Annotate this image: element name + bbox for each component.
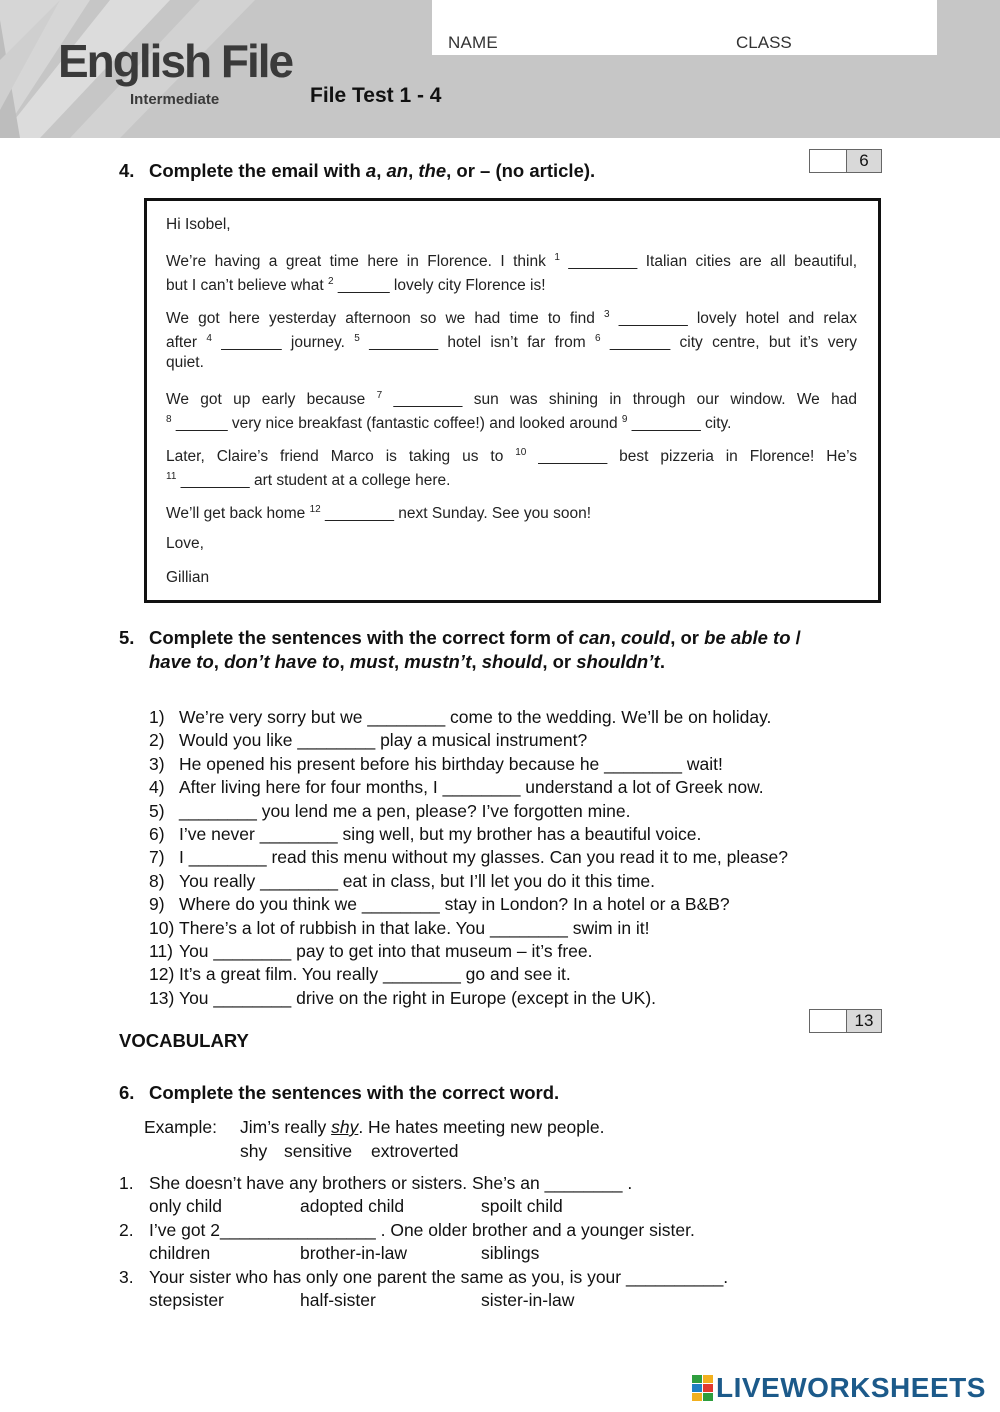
- q5-item: 1) We’re very sorry but we ________ come to the wedding. We’ll be on holiday.: [149, 707, 772, 727]
- word-option: brother-in-law: [300, 1243, 407, 1263]
- email-line: We’ll get back home $^{12}$ ________ next Sunday. See you soon!: [166, 504, 592, 523]
- q5-item: 5) ________ you lend me a pen, please? I’ve forgotten mine.: [149, 800, 631, 821]
- email-signature: Gillian: [166, 569, 210, 586]
- logo-subtitle: Intermediate: [130, 91, 220, 108]
- q4-number: 4.: [119, 160, 135, 181]
- example-option: extroverted: [371, 1141, 459, 1161]
- class-label: CLASS: [736, 33, 792, 52]
- email-line: after $^4$ _______ journey. $^5$ ________ hotel isn’t far from $^6$ _______ city centre, but it’s very: [166, 333, 857, 352]
- q6-instruction: Complete the sentences with the correct word.: [149, 1082, 560, 1103]
- email-line: We got here yesterday afternoon so we had time to find $^3$ ________ lovely hotel and relax: [166, 309, 857, 328]
- email-line: We got up early because $^7$ ________ sun was shining in through our window. We had: [166, 390, 857, 409]
- q5-item: 11) You ________ pay to get into that museum – it’s free.: [149, 941, 593, 961]
- email-closing: Love,: [166, 535, 204, 552]
- word-option: sister-in-law: [481, 1290, 575, 1310]
- score-total: 13: [847, 1010, 881, 1032]
- section-heading-vocabulary: VOCABULARY: [119, 1030, 249, 1051]
- q5-item: 13) You ________ drive on the right in Europe (except in the UK).: [149, 987, 657, 1008]
- email-line: Later, Claire’s friend Marco is taking us to $^{10}$ ________ best pizzeria in Florence! He’s: [166, 447, 857, 466]
- logo-title: English File: [58, 35, 293, 87]
- word-option: stepsister: [149, 1290, 224, 1310]
- q5-number: 5.: [119, 627, 135, 648]
- q5-item: 6) I’ve never ________ sing well, but my brother has a beautiful voice.: [149, 824, 702, 844]
- q5-instruction-line1: Complete the sentences with the correct form of can, could, or be able to /: [149, 627, 801, 648]
- example-option: shy: [240, 1141, 268, 1161]
- name-label: NAME: [448, 33, 498, 52]
- email-line: but I can’t believe what $^2$ ______ lovely city Florence is!: [166, 276, 546, 295]
- email-greeting: Hi Isobel,: [166, 216, 231, 233]
- email-line: quiet.: [166, 354, 204, 371]
- q5-item: 12) It’s a great film. You really ________ go and see it.: [149, 964, 571, 985]
- q5-title: [119, 626, 879, 676]
- q5-item: 8) You really ________ eat in class, but I’ll let you do it this time.: [149, 870, 656, 891]
- word-option: children: [149, 1243, 211, 1263]
- example-sentence: Jim’s really shy. He hates meeting new people.: [240, 1117, 605, 1137]
- q5-item: 2) Would you like ________ play a musical instrument?: [149, 730, 588, 751]
- name-class-box: [432, 0, 937, 55]
- q6-item: 2. I’ve got 2________________ . One older brother and a younger sister.: [119, 1220, 695, 1240]
- email-line: $^8$ ______ very nice breakfast (fantastic coffee!) and looked around $^9$ ________ city.: [166, 414, 732, 433]
- word-option: half-sister: [300, 1290, 376, 1310]
- liveworksheets-logo-icon: [692, 1372, 714, 1404]
- q6-number: 6.: [119, 1082, 135, 1103]
- q5-item: 3) He opened his present before his birthday because he ________ wait!: [149, 753, 723, 774]
- liveworksheets-brand[interactable]: LIVEWORKSHEETS: [716, 1372, 986, 1403]
- header-banner: [0, 0, 1000, 138]
- q5-item: 9) Where do you think we ________ stay in London? In a hotel or a B&B?: [149, 894, 730, 915]
- score-input-cell[interactable]: [810, 150, 847, 172]
- word-option: spoilt child: [481, 1196, 563, 1216]
- q5-instruction-line2: have to, don’t have to, must, mustn’t, should, or shouldn’t.: [149, 651, 665, 672]
- word-option: adopted child: [300, 1196, 405, 1216]
- q5-score-box: [809, 1009, 882, 1033]
- word-option: siblings: [481, 1243, 540, 1263]
- q5-item: 4) After living here for four months, I ________ understand a lot of Greek now.: [149, 777, 764, 798]
- q4-instruction: Complete the email with a, an, the, or – (no article).: [149, 160, 596, 181]
- score-input-cell[interactable]: [810, 1010, 847, 1032]
- example-answer: shy: [331, 1117, 359, 1137]
- q6-item: 3. Your sister who has only one parent the same as you, is your __________.: [119, 1267, 729, 1287]
- example-label: Example:: [144, 1117, 217, 1137]
- q6-item: 1. She doesn’t have any brothers or sisters. She’s an ________ .: [119, 1173, 633, 1193]
- email-line: $^{11}$ ________ art student at a college here.: [166, 471, 451, 490]
- q4-score-box: [809, 149, 882, 173]
- q5-item: 10) There’s a lot of rubbish in that lake. You ________ swim in it!: [149, 917, 650, 938]
- score-total: 6: [847, 150, 881, 172]
- word-option: only child: [149, 1196, 222, 1216]
- email-line: We’re having a great time here in Florence. I think $^1$ ________ Italian cities are all beautiful,: [166, 252, 858, 271]
- test-title: File Test 1 - 4: [310, 84, 442, 107]
- example-option: sensitive: [284, 1141, 353, 1161]
- q5-item: 7) I ________ read this menu without my glasses. Can you read it to me, please?: [149, 847, 788, 868]
